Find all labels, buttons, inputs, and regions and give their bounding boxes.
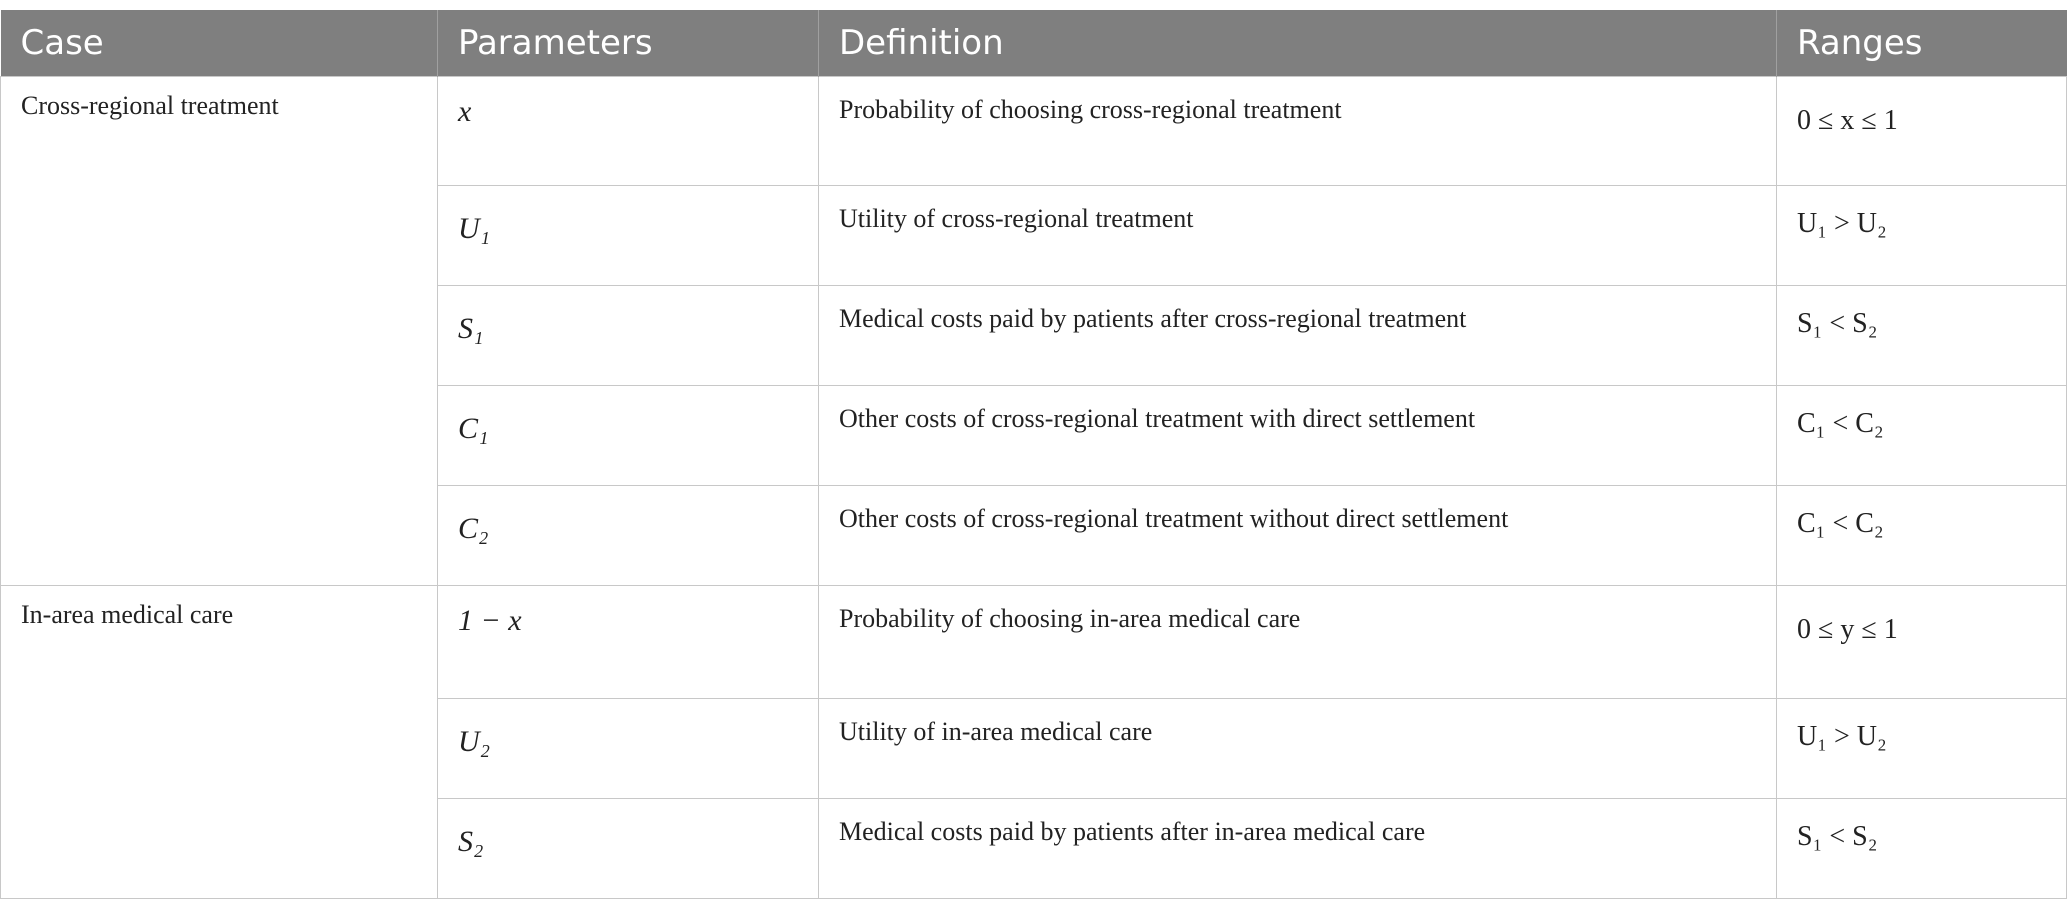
parameter-cell: C₂ [438,486,819,586]
table-row [1,586,2067,699]
definition-cell: Medical costs paid by patients after in-area medical care [819,799,1777,899]
range-cell: C₁ < C₂ [1777,386,2067,486]
parameter-cell: S₁ [438,286,819,386]
range-cell: U₁ > U₂ [1777,186,2067,286]
definition-cell: Other costs of cross-regional treatment without direct settlement [819,486,1777,586]
header-parameters: Parameters [438,10,819,77]
range-cell: 0 ≤ x ≤ 1 [1777,77,2067,186]
definition-cell: Utility of cross-regional treatment [819,186,1777,286]
range-cell: C₁ < C₂ [1777,486,2067,586]
range-cell: 0 ≤ y ≤ 1 [1777,586,2067,699]
definition-cell: Probability of choosing in-area medical care [819,586,1777,699]
parameters-table-container [0,10,2067,899]
parameter-cell: 1 − x [438,586,819,699]
header-definition: Definition [819,10,1777,77]
definition-cell: Medical costs paid by patients after cross-regional treatment [819,286,1777,386]
case-cell: Cross-regional treatment [1,77,438,586]
case-cell: In-area medical care [1,586,438,899]
parameter-cell: S₂ [438,799,819,899]
table-row [1,77,2067,186]
parameters-table [0,10,2067,899]
definition-cell: Utility of in-area medical care [819,699,1777,799]
definition-cell: Other costs of cross-regional treatment with direct settlement [819,386,1777,486]
header-case: Case [1,10,438,77]
parameter-cell: U₁ [438,186,819,286]
header-ranges: Ranges [1777,10,2067,77]
parameter-cell: U₂ [438,699,819,799]
parameter-cell: C₁ [438,386,819,486]
parameter-cell: x [438,77,819,186]
table-header-row [1,10,2067,77]
range-cell: S₁ < S₂ [1777,799,2067,899]
definition-cell: Probability of choosing cross-regional treatment [819,77,1777,186]
range-cell: U₁ > U₂ [1777,699,2067,799]
range-cell: S₁ < S₂ [1777,286,2067,386]
